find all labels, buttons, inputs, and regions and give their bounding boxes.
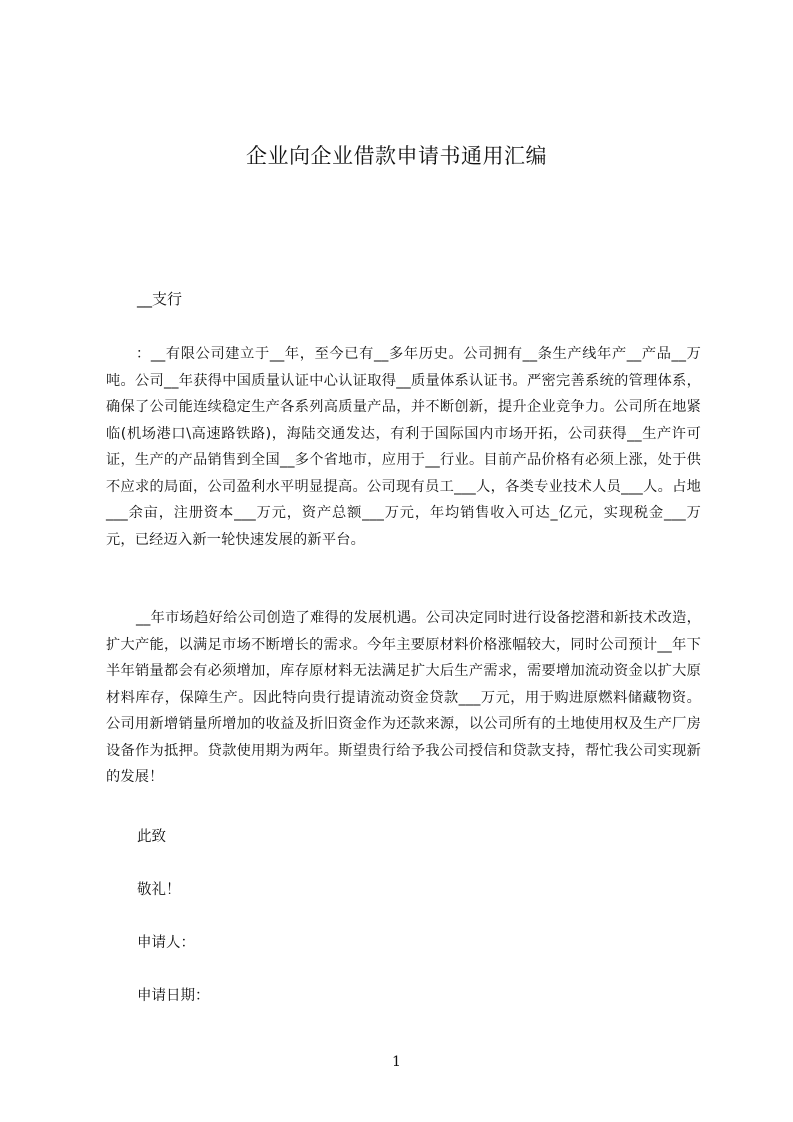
body-paragraph-2: __年市场趋好给公司创造了难得的发展机遇。公司决定同时进行设备挖潜和新技术改造，扩大产能，以满足市场不断增长的需求。今年主要原材料价格涨幅较大，同时公司预计__年下半年销量都会有必须增加，库存原材料无法满足扩大后生产需求，需要增加流动资金以扩大原材料库存，保障生产。因此特向贵行提请流动资金贷款___万元，用于购进原燃料储藏物资。公司用新增销量所增加的收益及折旧资金作为还款来源，以公司所有的土地使用权及生产厂房设备作为抵押。贷款使用期为两年。斯望贵行给予我公司授信和贷款支持，帮忙我公司实现新的发展！: [106, 610, 701, 785]
salutation-line: __支行: [137, 290, 183, 308]
applicant-label: 申请人：: [137, 935, 195, 951]
document-title: 企业向企业借款申请书通用汇编: [246, 144, 547, 168]
closing-greeting: 此致: [137, 829, 166, 845]
closing-salute: 敬礼！: [137, 882, 181, 898]
body-paragraph-1: ：__有限公司建立于__年，至今已有__多年历史。公司拥有__条生产线年产__产品__万吨。公司__年获得中国质量认证中心认证取得__质量体系认证书。严密完善系统的管理体系，确保了公司能连续稳定生产各系列高质量产品，并不断创新，提升企业竞争力。公司所在地紧临(机场港口\高速路铁路)，海陆交通发达，有利于国际国内市场开拓，公司获得__生产许可证，生产的产品销售到全国__多个省地市，应用于__行业。目前产品价格有必须上涨，处于供不应求的局面，公司盈利水平明显提高。公司现有员工___人，各类专业技术人员___人。占地___余亩，注册资本___万元，资产总额___万元，年均销售收入可达_亿元，实现税金___万元，已经迈入新一轮快速发展的新平台。: [106, 346, 701, 548]
application-date-label: 申请日期：: [137, 988, 210, 1004]
page-number: 1: [392, 1054, 401, 1070]
